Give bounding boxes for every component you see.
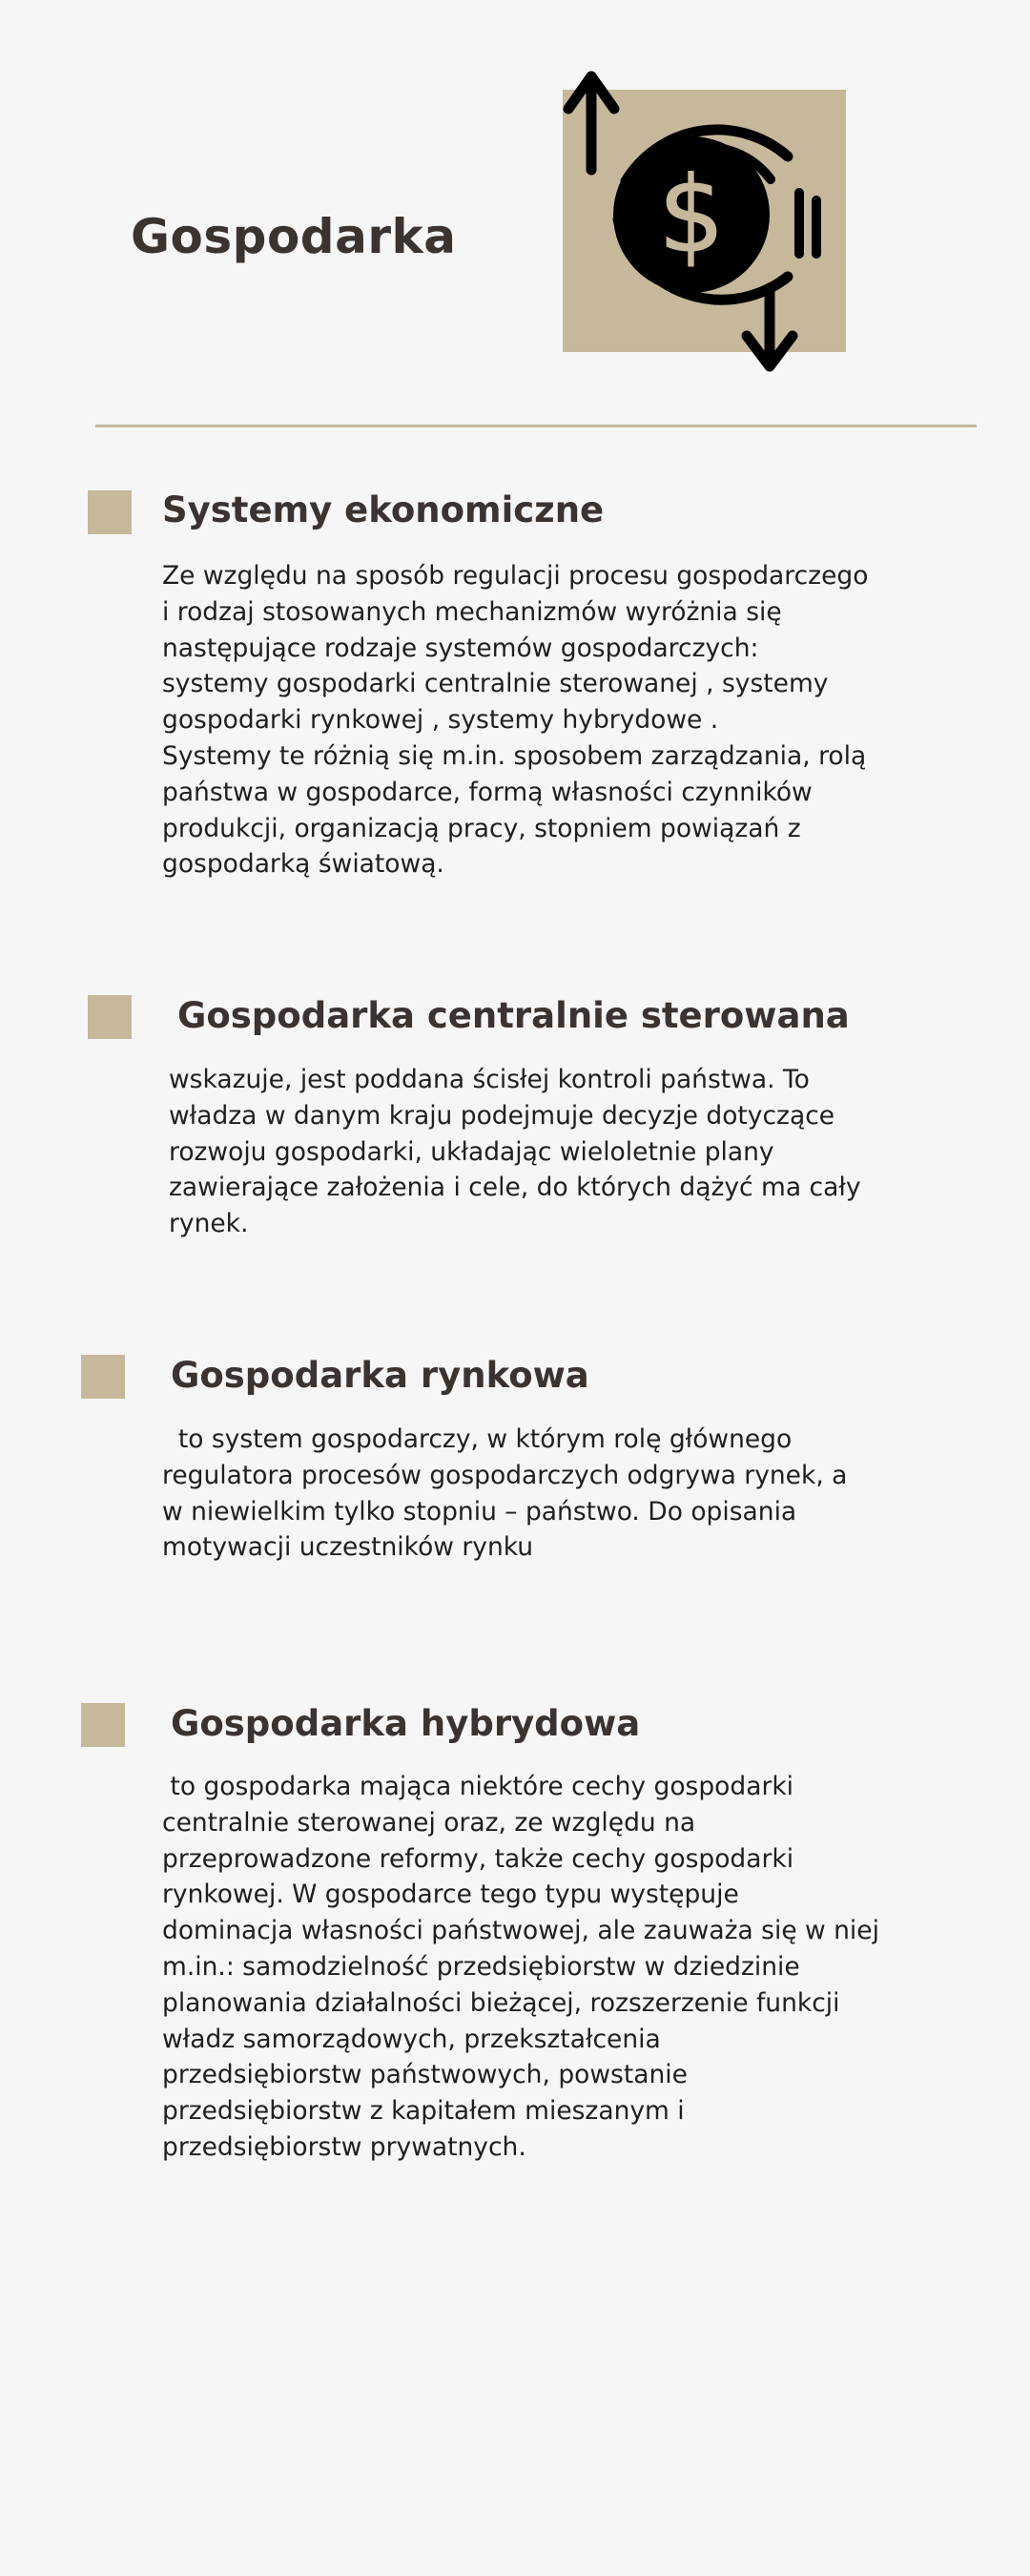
page-title: Gospodarka (131, 209, 457, 264)
text-line: planowania działalności bieżącej, rozszerzenie funkcji (162, 1987, 840, 2018)
text-line: rozwoju gospodarki, układając wieloletnie plany (169, 1136, 774, 1167)
text-line: Ze względu na sposób regulacji procesu gospodarczego (162, 561, 869, 591)
section-body-hybrydowa (162, 1769, 879, 2166)
text-line: gospodarki rynkowej , systemy hybrydowe . (162, 705, 719, 736)
text-line: przedsiębiorstw z kapitałem mieszanym i (162, 2096, 685, 2127)
section-marker (88, 490, 132, 534)
text-line: regulatora procesów gospodarczych odgrywa rynek, a (162, 1460, 848, 1490)
text-line: następujące rodzaje systemów gospodarczych: (162, 633, 759, 663)
section-heading-hybrydowa: Gospodarka hybrydowa (171, 1703, 641, 1744)
text-line: państwa w gospodarce, formą własności czynników (162, 777, 813, 807)
text-line: motywacji uczestników rynku (162, 1532, 534, 1563)
text-line: produkcji, organizacją pracy, stopniem powiązań z (162, 813, 801, 843)
text-line: rynek. (169, 1209, 249, 1239)
section-body-centralnie-sterowana (169, 1062, 861, 1242)
text-line: to system gospodarczy, w którym rolę głównego (162, 1424, 793, 1454)
text-line: zawierające założenia i cele, do których dążyć ma cały (169, 1173, 861, 1203)
text-line: systemy gospodarki centralnie sterowanej , systemy (162, 669, 829, 699)
text-line: gospodarką światową. (162, 849, 444, 880)
logo-symbol: $ (658, 154, 725, 276)
text-line: przeprowadzone reformy, także cechy gospodarki (162, 1843, 794, 1874)
text-line: m.in.: samodzielność przedsiębiorstw w dziedzinie (162, 1951, 800, 1982)
section-marker (81, 1703, 125, 1747)
section-body-systemy (162, 558, 868, 883)
section-heading-centralnie-sterowana: Gospodarka centralnie sterowana (177, 995, 850, 1036)
text-line: w niewielkim tylko stopniu – państwo. Do opisania (162, 1496, 797, 1527)
section-heading-rynkowa: Gospodarka rynkowa (171, 1355, 589, 1396)
text-line: dominacja własności państwowej, ale zauważa się w niej (162, 1916, 879, 1946)
text-line: władz samorządowych, przekształcenia (162, 2024, 661, 2054)
text-line: Systemy te różnią się m.in. sposobem zarządzania, rolą (162, 740, 867, 771)
text-line: to gospodarka mająca niektóre cechy gospodarki (162, 1772, 794, 1801)
text-line: i rodzaj stosowanych mechanizmów wyróżnia się (162, 596, 782, 627)
section-marker (88, 995, 132, 1039)
text-line: przedsiębiorstw państwowych, powstanie (162, 2060, 688, 2090)
section-heading-systemy: Systemy ekonomiczne (162, 489, 605, 530)
text-line: wskazuje, jest poddana ścisłej kontroli państwa. To (169, 1065, 810, 1094)
text-line: centralnie sterowanej oraz, ze względu na (162, 1807, 696, 1838)
text-line: przedsiębiorstw prywatnych. (162, 2131, 526, 2162)
text-line: władza w danym kraju podejmuje decyzje dotyczące (169, 1100, 835, 1131)
section-body-rynkowa (162, 1422, 847, 1566)
section-marker (81, 1355, 125, 1399)
header-divider (95, 425, 977, 427)
dollar-exchange-icon (559, 67, 855, 382)
text-line: rynkowej. W gospodarce tego typu występuje (162, 1880, 739, 1910)
